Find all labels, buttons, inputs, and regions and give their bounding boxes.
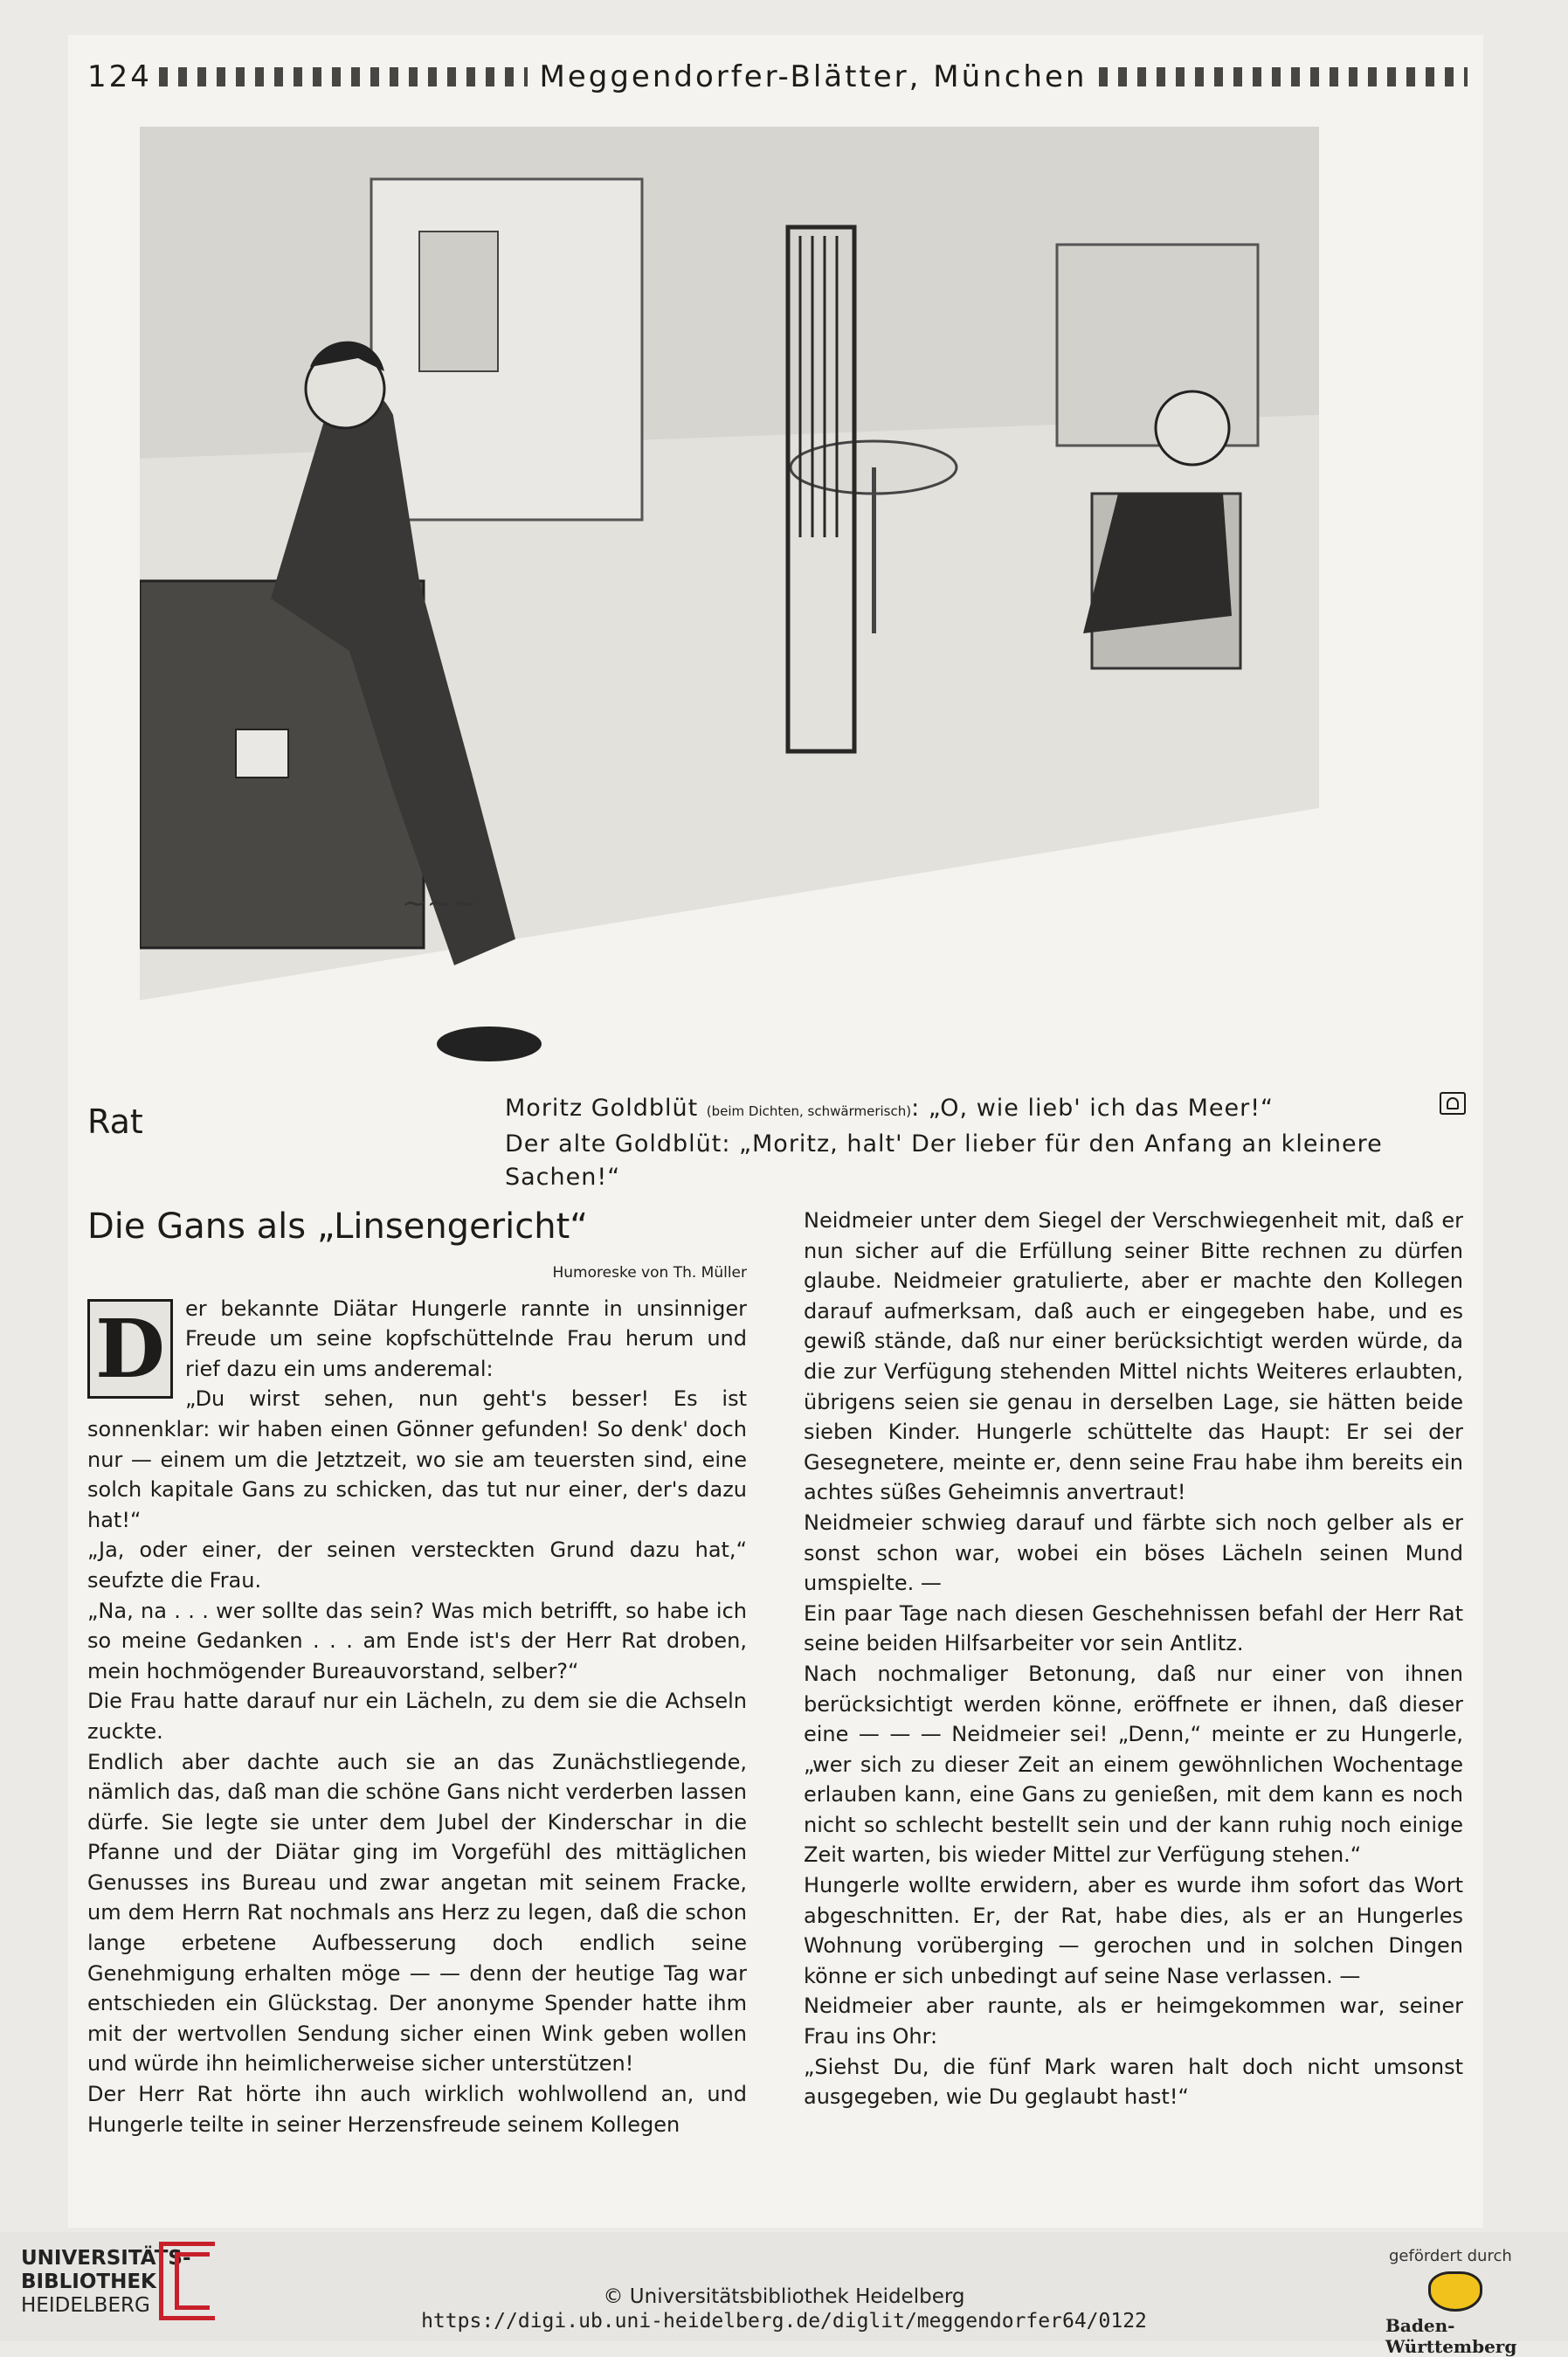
page-header <box>87 51 1468 103</box>
cartoon-illustration <box>140 127 1319 1092</box>
cartoon-caption <box>505 1092 1466 1194</box>
header-ornament-right <box>1099 67 1468 86</box>
stage-direction: (beim Dichten, schwärmerisch) <box>706 1103 912 1119</box>
paragraph: Die Frau hatte darauf nur ein Lächeln, zu dem sie die Achseln zuckte. <box>87 1689 747 1744</box>
article-byline: Humoreske von Th. Müller <box>552 1264 747 1282</box>
article-title: Die Gans als „Linsengericht“ <box>87 1206 588 1247</box>
paragraph: Neidmeier schwieg darauf und färbte sich noch gelber als er sonst schon war, wobei ein böses Lächeln seinen Mund umspielte. — <box>804 1510 1463 1596</box>
paragraph: „Na, na . . . wer sollte das sein? Was mich betrifft, so habe ich so meine Gedanken . . . am Ende ist's der Herr Rat droben, mein hochmögender Bureauvorstand, selber?“ <box>87 1598 747 1683</box>
paragraph: Hungerle wollte erwidern, aber es wurde ihm sofort das Wort abgeschnitten. Er, der Rat, habe dies, als er an Hungerles Wohnung vorüberging — gerochen und in solchen Dingen könne er sich unbedingt auf seine Nase verlassen. — <box>804 1873 1463 1988</box>
paragraph: „Siehst Du, die fünf Mark waren halt doch nicht umsonst ausgegeben, wie Du geglaubt hast!“ <box>804 2054 1463 2110</box>
paragraph: Neidmeier unter dem Siegel der Verschwiegenheit mit, daß er nun sicher auf die Erfüllung seiner Bitte rechnen zu dürfen glaube. Neidmeier gratulierte, aber er machte den Kollegen darauf aufmerksam, daß auch er eingegeben habe, und es gewiß stände, daß nur einer berücksichtigt werden würde, da die zur Verfügung stehenden Mittel nichts Weiteres erlaubten, übrigens seien sie genau in derselben Lage, sie hätten beide sieben Kinder. Hungerle schüttelte das Haupt: Er sei der Gesegnetere, meinte er, denn seine Frau habe ihm bereits ein achtes süßes Geheimnis anvertraut! <box>804 1208 1463 1505</box>
paragraph: Neidmeier aber raunte, als er heimgekommen war, seiner Frau ins Ohr: <box>804 1994 1463 2049</box>
speaker-moritz: Moritz Goldblüt <box>505 1095 699 1122</box>
library-logo-text[interactable]: UNIVERSITÄTS- BIBLIOTHEK HEIDELBERG <box>21 2247 191 2317</box>
speaker-old-goldbluet: Der alte Goldblüt <box>505 1130 722 1158</box>
article-column-right <box>804 1206 1463 2112</box>
paragraph: Endlich aber dachte auch sie an das Zunächstliegende, nämlich das, daß man die schöne Gans nicht verderben lassen dürfe. Sie legte sie unter dem Jubel der Kinderschar in die Pfanne und der Diätar ging im Vorgefühl des mittäglichen Genusses ins Bureau und zwar angetan mit seinem Fracke, um dem Herrn Rat nochmals ans Herz zu legen, daß die schon lange erbetene Aufbesserung doch endlich seine Genehmigung erhalten möge — — denn der heutige Tag war entschieden ein Glückstag. Der anonyme Spender hatte ihm mit der wertvollen Sendung sicher einen Wink geben wollen und würde ihn heimlicherweise sicher unterstützen! <box>87 1749 747 2077</box>
paragraph: Nach nochmaliger Betonung, daß nur einer von ihnen berücksichtigt werden könne, eröffnete er ihnen, daß dieser eine — — — Neidmeier sei! „Denn,“ meinte er zu Hungerle, „wer sich zu dieser Zeit an einem gewöhnlichen Wochentage erlauben kann, eine Gans zu genießen, mit dem kann es noch nicht so schlecht bestellt sein und der kann ruhig noch einige Zeit warten, bis wieder Mittel zur Verfügung stehen.“ <box>804 1661 1463 1868</box>
page-number: 124 <box>87 59 152 94</box>
caption-line-2 <box>505 1128 1466 1194</box>
sponsor-name[interactable]: Baden-Württemberg <box>1385 2315 1517 2357</box>
sponsor-label: gefördert durch <box>1389 2247 1512 2265</box>
caption-line-1 <box>505 1092 1466 1128</box>
paragraph: Ein paar Tage nach diesen Geschehnissen befahl der Herr Rat seine beiden Hilfsarbeiter vor sein Antlitz. <box>804 1600 1463 1656</box>
drop-cap: D <box>87 1299 173 1399</box>
state-crest-icon <box>1428 2271 1482 2312</box>
section-end-icon <box>1440 1092 1466 1115</box>
caption-text-2: : „Moritz, halt' Der lieber für den Anfang an kleinere Sachen!“ <box>505 1130 1383 1191</box>
copyright-notice: © Universitätsbibliothek Heidelberg <box>603 2285 965 2308</box>
paragraph: Der Herr Rat hörte ihn auch wirklich wohlwollend an, und Hungerle teilte in seiner Herzensfreude seinem Kollegen <box>87 2082 747 2137</box>
permalink-url[interactable]: https://digi.ub.uni-heidelberg.de/diglit/meggendorfer64/0122 <box>421 2310 1147 2333</box>
display-cabinet <box>371 179 642 520</box>
paragraph: „Du wirst sehen, nun geht's besser! Es ist sonnenklar: wir haben einen Gönner gefunden! So denk' doch nur — einem um die Jetztzeit, wo sie am teuersten sind, eine solch kapitale Gans zu schicken, das tut nur einer, der's dazu hat!“ <box>87 1386 747 1532</box>
header-ornament-left <box>159 67 528 86</box>
caption-section-title: Rat <box>87 1102 143 1141</box>
artist-signature: ~~~ <box>402 886 477 921</box>
caption-text-1: : „O, wie lieb' ich das Meer!“ <box>911 1095 1274 1122</box>
journal-title: Meggendorfer-Blätter, München <box>539 59 1088 94</box>
paragraph: er bekannte Diätar Hungerle rannte in unsinniger Freude um seine kopfschüttelnde Frau herum und rief dazu ein ums anderemal: <box>185 1296 747 1381</box>
paragraph: „Ja, oder einer, der seinen versteckten Grund dazu hat,“ seufzte die Frau. <box>87 1538 747 1593</box>
article-column-left <box>87 1206 747 2139</box>
